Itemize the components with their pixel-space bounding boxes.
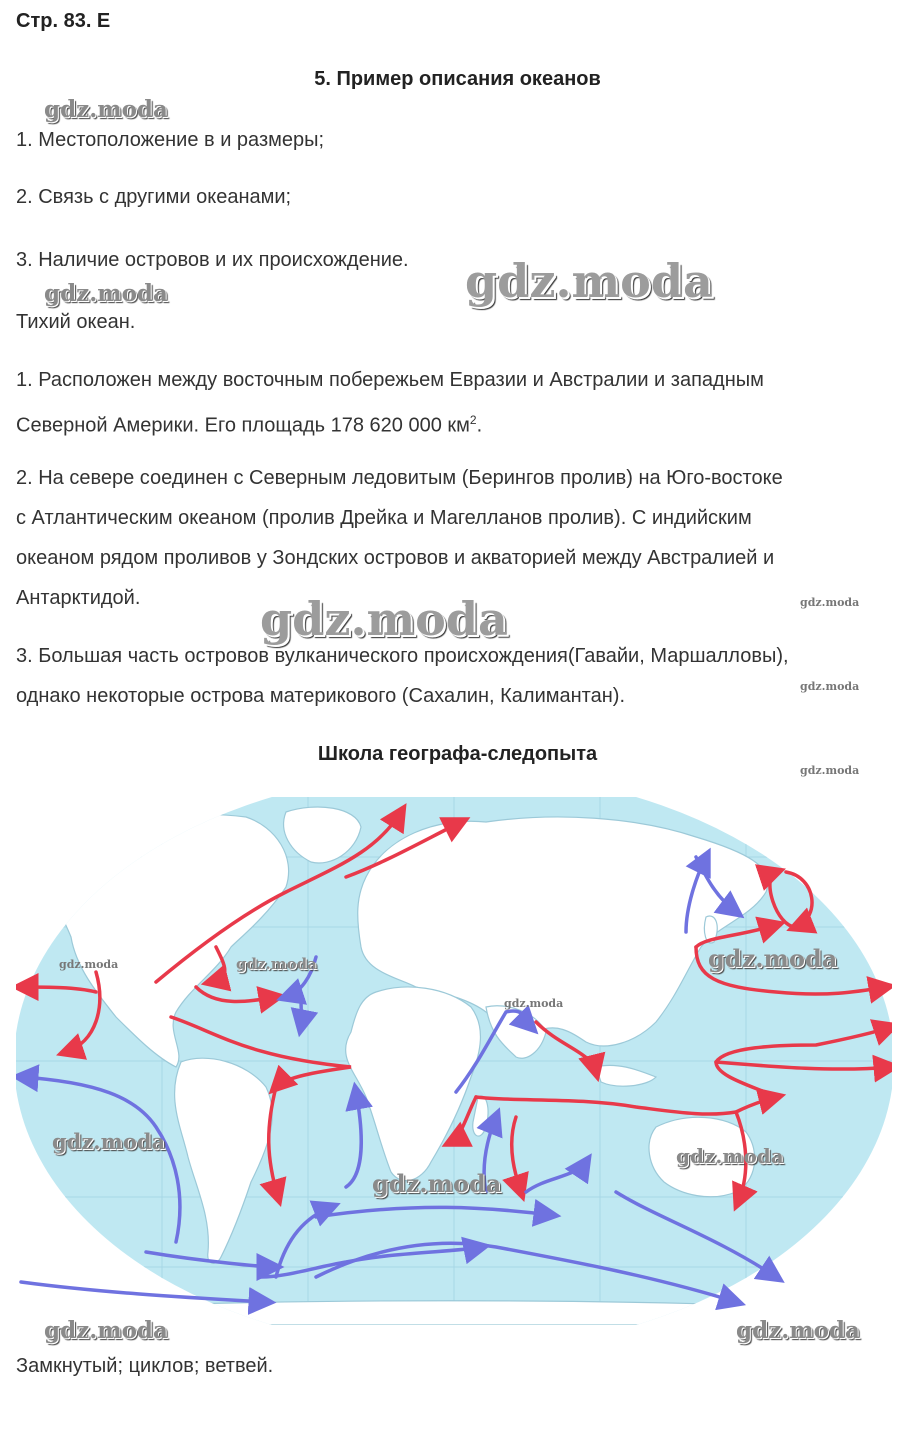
plan-item-2: 2. Связь с другими океанами;	[16, 186, 292, 208]
answer-2-line-4: Антарктидой.	[16, 587, 141, 609]
watermark: gdz.moda	[59, 958, 119, 971]
answer-1-line-1: 1. Расположен между восточным побережьем Евразии и Австралии и западным	[16, 369, 764, 391]
watermark: gdz.moda	[236, 955, 317, 973]
answer-1-line-2	[16, 400, 482, 446]
watermark: gdz.moda	[44, 96, 168, 123]
ocean-currents-map	[16, 797, 892, 1325]
watermark: gdz.moda	[736, 1317, 860, 1344]
final-answer: Замкнутый; циклов; ветвей.	[16, 1355, 274, 1377]
watermark: gdz.moda	[372, 1169, 502, 1198]
watermark: gdz.moda	[52, 1129, 166, 1154]
answer-2-line-3: океаном рядом проливов у Зондских островов и акваторией между Австралией и	[16, 547, 775, 569]
plan-item-3: 3. Наличие островов и их происхождение.	[16, 249, 409, 271]
watermark: gdz.moda	[676, 1144, 784, 1168]
watermark: gdz.moda	[708, 944, 838, 973]
answer-1-end: .	[476, 414, 483, 437]
watermark: gdz.moda	[260, 592, 508, 646]
watermark: gdz.moda	[44, 280, 168, 307]
school-title: Школа географа-следопыта	[317, 743, 598, 765]
watermark: gdz.moda	[800, 764, 860, 777]
watermark: gdz.moda	[44, 1317, 168, 1344]
ocean-name: Тихий океан.	[16, 311, 136, 333]
answer-3-line-2: однако некоторые острова материкового (Сахалин, Калимантан).	[16, 685, 625, 707]
page-reference: Стр. 83. Е	[16, 10, 111, 32]
watermark: gdz.moda	[504, 997, 564, 1010]
area-unit-exponent: 2	[469, 413, 477, 427]
answer-2-line-2: с Атлантическим океаном (пролив Дрейка и Магелланов пролив). С индийским	[16, 507, 752, 529]
answer-2-line-1: 2. На севере соединен с Северным ледовитым (Берингов пролив) на Юго-востоке	[16, 467, 783, 489]
watermark: gdz.moda	[800, 680, 860, 693]
watermark: gdz.moda	[800, 596, 860, 609]
plan-item-1: 1. Местоположение в и размеры;	[16, 129, 325, 151]
world-map-svg	[16, 797, 892, 1325]
section-title: 5. Пример описания океанов	[314, 68, 601, 90]
answer-3-line-1: 3. Большая часть островов вулканического происхождения(Гавайи, Маршалловы),	[16, 645, 789, 667]
watermark: gdz.moda	[465, 254, 713, 308]
answer-1-text: Северной Америки. Его площадь 178 620 000 км	[16, 414, 470, 437]
